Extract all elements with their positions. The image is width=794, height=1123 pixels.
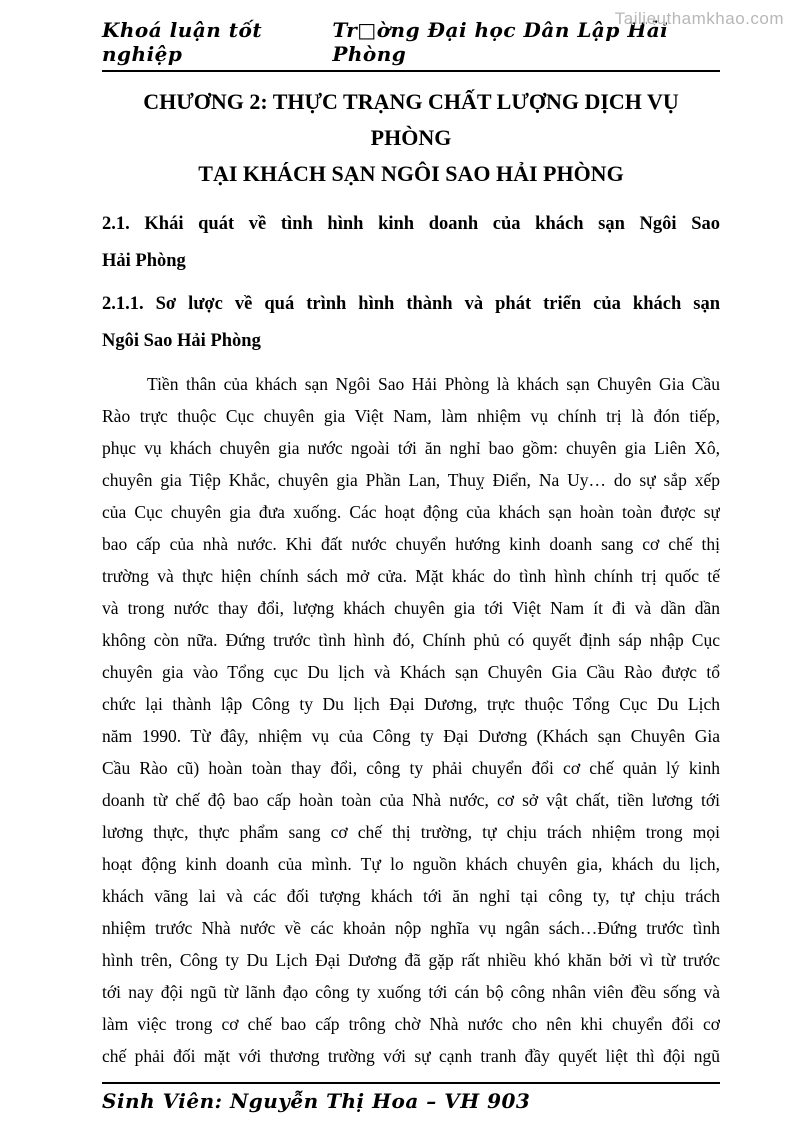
body-line: Cầu Rào cũ) hoàn toàn thay đổi, công ty phải chuyển đổi cơ chế quản lý kinh (102, 758, 720, 778)
subsection-heading-2-1-1-line-1: 2.1.1. Sơ lược về quá trình hình thành và phát triển của khách sạn (102, 294, 720, 314)
body-line: không còn nữa. Đứng trước tình hình đó, Chính phủ có quyết định sáp nhập Cục (102, 630, 720, 650)
chapter-title-line-1: CHƯƠNG 2: THỰC TRẠNG CHẤT LƯỢNG DỊCH VỤ PHÒNG (143, 89, 679, 150)
body-line: Rào trực thuộc Cục chuyên gia Việt Nam, làm nhiệm vụ chính trị là đón tiếp, (102, 406, 720, 426)
chapter-title (102, 84, 720, 192)
subsection-heading-2-1-1 (102, 286, 720, 360)
subsection-heading-2-1-1-line-2: Ngôi Sao Hải Phòng (102, 331, 261, 351)
body-line: chuyên gia Tiệp Khắc, chuyên gia Phần Lan, Thuỵ Điển, Na Uy… do sự sắp xếp (102, 470, 720, 490)
body-line: Tiền thân của khách sạn Ngôi Sao Hải Phòng là khách sạn Chuyên Gia Cầu (147, 374, 720, 394)
body-line: năm 1990. Từ đây, nhiệm vụ của Công ty Đại Dương (Khách sạn Chuyên Gia (102, 726, 720, 746)
body-line: khách vãng lai và các đối tượng khách tới ăn nghỉ tại công ty, tự chịu trách (102, 886, 720, 906)
body-line: bao cấp của nhà nước. Khi đất nước chuyển hướng kinh doanh sang cơ chế thị (102, 534, 720, 554)
body-line: chế phải đối mặt với thương trường với sự cạnh tranh đầy quyết liệt thì đội ngũ (102, 1046, 720, 1066)
body-line: nhiệm trước Nhà nước về các khoản nộp nghĩa vụ ngân sách…Đứng trước tình (102, 918, 720, 938)
body-line: trường và thực hiện chính sách mở cửa. Mặt khác do tình hình chính trị quốc tế (102, 566, 720, 586)
header-left-title: Khoá luận tốt nghiệp (102, 18, 263, 66)
body-line: hình trên, Công ty Du Lịch Đại Dương đã gặp rất nhiều khó khăn bởi vì từ trước (102, 950, 720, 970)
section-heading-2-1-line-2: Hải Phòng (102, 251, 186, 271)
section-heading-2-1-line-1: 2.1. Khái quát về tình hình kinh doanh của khách sạn Ngôi Sao (102, 214, 720, 234)
body-line: và trong nước thay đổi, lượng khách chuyên gia tới Việt Nam ít đi và dần dần (102, 598, 720, 618)
header-right-title: Tr□ờng Đại học Dân Lập Hải Phòng (332, 18, 669, 66)
watermark-text: Tailieuthamkhao.com (614, 9, 784, 28)
body-line: phục vụ khách chuyên gia nước ngoài tới ăn nghỉ bao gồm: chuyên gia Liên Xô, (102, 438, 720, 458)
body-line: của Cục chuyên gia đưa xuống. Các hoạt động của khách sạn hoàn toàn được sự (102, 502, 720, 522)
section-heading-2-1 (102, 206, 720, 280)
page-header (102, 18, 720, 72)
chapter-title-line-2: TẠI KHÁCH SẠN NGÔI SAO HẢI PHÒNG (198, 161, 624, 186)
body-line: chức lại thành lập Công ty Du lịch Đại Dương, trực thuộc Tổng Cục Du Lịch (102, 694, 720, 714)
body-line: doanh từ chế độ bao cấp hoàn toàn của Nhà nước, cơ sở vật chất, tiền lương tới (102, 790, 720, 810)
body-line: lương thực, thực phẩm sang cơ chế thị trường, tự chịu trách nhiệm trong mọi (102, 822, 720, 842)
body-paragraph (102, 368, 720, 1072)
body-line: tới nay đội ngũ từ lãnh đạo công ty xuống tới cán bộ công nhân viên đều sống và (102, 982, 720, 1002)
footer-student-text: Sinh Viên: Nguyễn Thị Hoa – VH 903 (102, 1089, 531, 1113)
body-line: chuyên gia vào Tổng cục Du lịch và Khách sạn Chuyên Gia Cầu Rào được tổ (102, 662, 720, 682)
page-footer (102, 1082, 720, 1113)
body-line: hoạt động kinh doanh của mình. Tự lo nguồn khách chuyên gia, khách du lịch, (102, 854, 720, 874)
body-line: làm việc trong cơ chế bao cấp trông chờ Nhà nước cho nên khi chuyển đổi cơ (102, 1014, 720, 1034)
